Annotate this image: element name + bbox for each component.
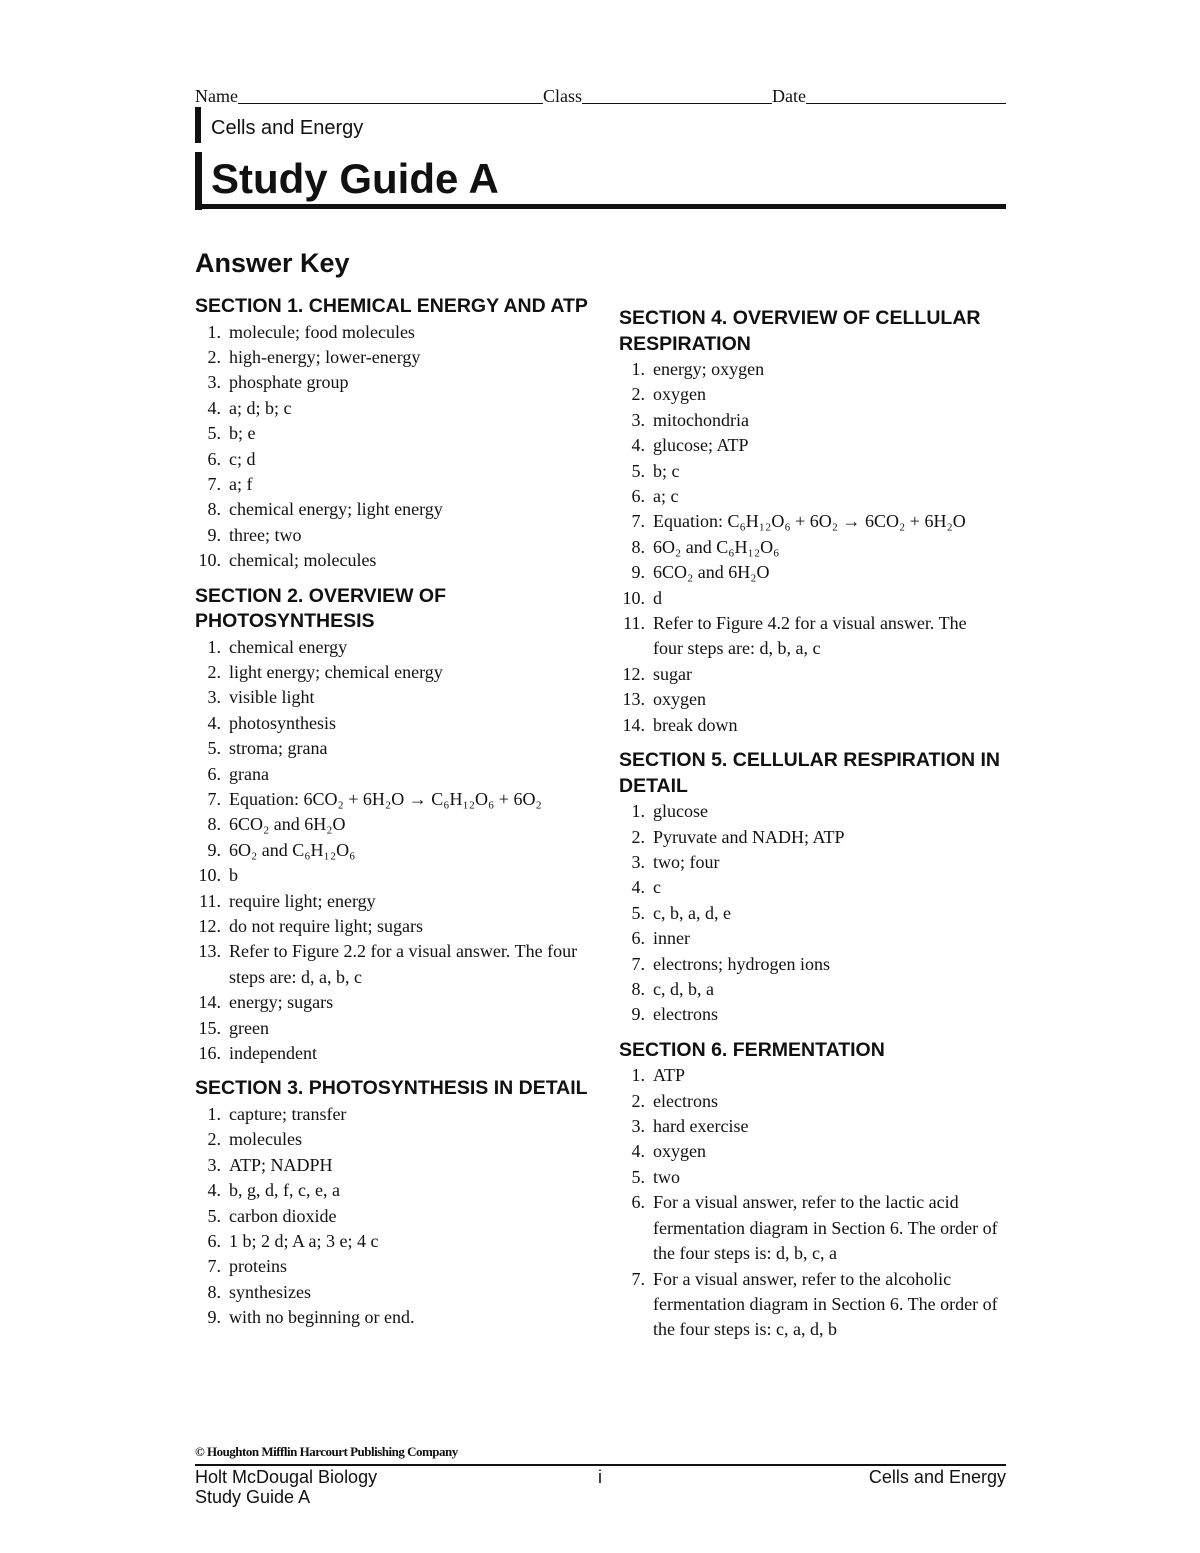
answer-number: 12.	[622, 663, 645, 684]
answer-text: with no beginning or end.	[229, 1307, 415, 1328]
answer-text: green	[229, 1017, 269, 1038]
answer-item	[195, 863, 590, 888]
footer-book-title: Holt McDougal Biology	[195, 1467, 378, 1487]
answer-text: energy; sugars	[229, 992, 334, 1013]
answer-number: 2.	[631, 384, 645, 405]
answer-item	[195, 1153, 590, 1178]
answer-number: 8.	[207, 1281, 221, 1302]
answer-item	[195, 1178, 590, 1203]
answer-item	[195, 812, 590, 837]
page-title: Study Guide A	[211, 155, 499, 202]
answer-item	[619, 926, 1009, 951]
answer-item	[619, 1002, 1009, 1027]
answer-number: 10.	[198, 550, 221, 571]
answer-text: 6O₂ and C₆H₁₂O₆	[653, 536, 780, 557]
answer-text: b	[229, 865, 238, 886]
answer-number: 3.	[207, 1154, 221, 1175]
answer-number: 13.	[198, 941, 221, 962]
answer-item	[619, 357, 1009, 382]
answer-number: 4.	[207, 1180, 221, 1201]
answer-number: 7.	[207, 473, 221, 494]
answer-text: molecule; food molecules	[229, 321, 415, 342]
answer-number: 3.	[631, 851, 645, 872]
answer-item	[195, 447, 590, 472]
answer-text: chemical; molecules	[229, 550, 377, 571]
copyright-notice: © Houghton Mifflin Harcourt Publishing Company	[195, 1444, 458, 1459]
answer-item	[195, 1229, 590, 1254]
class-blank	[582, 85, 772, 104]
answer-text: 6O₂ and C₆H₁₂O₆	[229, 839, 356, 860]
answer-item	[619, 799, 1009, 824]
answer-number: 8.	[207, 814, 221, 835]
answer-number: 8.	[207, 499, 221, 520]
answer-text: electrons	[653, 1004, 718, 1025]
answer-number: 13.	[622, 689, 645, 710]
answer-text: b; c	[653, 460, 680, 481]
section-title: SECTION 1. CHEMICAL ENERGY AND ATP	[195, 295, 588, 317]
answer-text: electrons	[653, 1090, 718, 1111]
answer-item	[195, 320, 590, 345]
answer-item	[195, 889, 590, 914]
answer-item	[619, 586, 1009, 611]
answer-item	[619, 611, 1009, 662]
answer-text: break down	[653, 714, 738, 735]
page-number: i	[598, 1467, 602, 1487]
answer-item	[619, 433, 1009, 458]
answer-number: 7.	[207, 789, 221, 809]
answer-number: 12.	[198, 916, 221, 937]
answer-number: 2.	[207, 1129, 221, 1150]
answer-text: 6CO₂ and 6H₂O	[229, 814, 346, 835]
answer-item	[619, 535, 1009, 560]
answer-item	[619, 875, 1009, 900]
answer-number: 2.	[631, 1090, 645, 1111]
answer-number: 4.	[631, 435, 645, 456]
answer-text: independent	[229, 1043, 317, 1064]
answer-text: high-energy; lower-energy	[229, 346, 421, 367]
answer-number: 5.	[207, 738, 221, 759]
footer-guide-title: Study Guide A	[195, 1487, 311, 1507]
answer-item	[619, 1063, 1009, 1088]
answer-number: 2.	[207, 346, 221, 367]
answer-text: two	[653, 1166, 680, 1187]
answer-item	[195, 1254, 590, 1279]
answer-number: 9.	[207, 1307, 221, 1328]
answer-item	[195, 762, 590, 787]
answer-text: mitochondria	[653, 409, 749, 430]
answer-item	[195, 497, 590, 522]
answer-text: grana	[229, 763, 269, 784]
answer-item	[195, 1305, 590, 1330]
answer-text: Equation: 6CO₂ + 6H₂O → C₆H₁₂O₆ + 6O₂	[229, 789, 542, 809]
answer-item	[195, 1204, 590, 1229]
answer-number: 11.	[623, 613, 645, 634]
answer-number: 5.	[207, 1205, 221, 1226]
answer-item	[195, 523, 590, 548]
section-title: SECTION 5. CELLULAR RESPIRATION IN DETAIL	[619, 749, 1000, 797]
answer-text: three; two	[229, 524, 302, 545]
answer-number: 1.	[631, 801, 645, 822]
answer-item	[195, 635, 590, 660]
answer-number: 5.	[631, 902, 645, 923]
answer-text: For a visual answer, refer to the alcoholic fermentation diagram in Section 6. The order of the four steps is: c, a, d, b	[653, 1268, 998, 1340]
section-title: SECTION 6. FERMENTATION	[619, 1038, 885, 1061]
answer-number: 5.	[631, 1166, 645, 1187]
answer-text: capture; transfer	[229, 1103, 347, 1124]
answer-item	[195, 1016, 590, 1041]
answer-text: b; e	[229, 423, 256, 444]
answer-item	[195, 838, 590, 863]
answer-number: 1.	[631, 1065, 645, 1086]
answer-item	[619, 1190, 1009, 1266]
answer-number: 7.	[207, 1256, 221, 1277]
answer-text: energy; oxygen	[653, 359, 765, 379]
answer-item	[195, 345, 590, 370]
answer-item	[195, 660, 590, 685]
answer-item	[195, 1102, 590, 1127]
answer-text: c, b, a, d, e	[653, 902, 731, 923]
title-rule	[195, 204, 1006, 209]
answer-item	[619, 713, 1009, 738]
answer-number: 1.	[631, 359, 645, 379]
answer-item	[619, 901, 1009, 926]
answer-text: glucose	[653, 801, 708, 822]
answer-number: 3.	[207, 372, 221, 393]
answer-item	[195, 787, 590, 812]
answer-item	[195, 711, 590, 736]
answer-text: inner	[653, 928, 690, 949]
answer-text: Pyruvate and NADH; ATP	[653, 826, 845, 847]
answer-text: Refer to Figure 2.2 for a visual answer. The four steps are: d, a, b, c	[229, 941, 578, 987]
answer-item	[195, 370, 590, 395]
answer-number: 3.	[631, 1116, 645, 1137]
answer-number: 3.	[631, 409, 645, 430]
section-4	[619, 306, 1009, 738]
answer-item	[195, 472, 590, 497]
answer-number: 14.	[622, 714, 645, 735]
answer-text: d	[653, 587, 662, 608]
answer-text: proteins	[229, 1256, 287, 1277]
answer-text: visible light	[229, 687, 315, 708]
answer-number: 15.	[198, 1017, 221, 1038]
answer-text: require light; energy	[229, 890, 376, 911]
answer-text: a; f	[229, 473, 253, 494]
answer-text: ATP	[653, 1065, 686, 1086]
chapter-subtitle: Cells and Energy	[211, 117, 364, 139]
answer-item	[195, 1127, 590, 1152]
answer-item	[195, 396, 590, 421]
answer-text: carbon dioxide	[229, 1205, 337, 1226]
answer-number: 4.	[631, 1141, 645, 1162]
answer-item	[195, 939, 590, 990]
date-label: Date	[772, 86, 806, 106]
answer-number: 6.	[631, 1192, 645, 1213]
answer-number: 14.	[198, 992, 221, 1013]
answer-number: 7.	[631, 511, 645, 532]
answer-text: oxygen	[653, 689, 706, 710]
answer-item	[195, 421, 590, 446]
answer-text: stroma; grana	[229, 738, 328, 759]
answer-number: 2.	[207, 661, 221, 682]
answer-number: 1.	[207, 1103, 221, 1124]
answer-text: ATP; NADPH	[229, 1154, 333, 1175]
answer-list	[195, 1102, 590, 1331]
answer-text: 6CO₂ and 6H₂O	[653, 562, 770, 583]
answer-number: 5.	[631, 460, 645, 481]
answer-number: 9.	[631, 562, 645, 583]
answer-number: 6.	[631, 486, 645, 507]
answer-item	[619, 977, 1009, 1002]
section-6	[619, 1038, 1009, 1343]
answer-number: 10.	[622, 587, 645, 608]
answer-text: glucose; ATP	[653, 435, 749, 456]
answer-number: 9.	[631, 1004, 645, 1025]
answer-text: b, g, d, f, c, e, a	[229, 1180, 340, 1201]
answer-number: 10.	[198, 865, 221, 886]
answer-text: oxygen	[653, 1141, 706, 1162]
answer-item	[195, 914, 590, 939]
answer-text: photosynthesis	[229, 712, 337, 733]
answer-text: chemical energy; light energy	[229, 499, 443, 520]
section-2	[195, 584, 590, 1067]
answer-item	[195, 736, 590, 761]
section-3	[195, 1076, 590, 1330]
answer-key-heading: Answer Key	[195, 248, 350, 278]
answer-number: 9.	[207, 839, 221, 860]
answer-text: light energy; chemical energy	[229, 661, 443, 682]
answer-text: chemical energy	[229, 636, 348, 657]
answer-text: c, d, b, a	[653, 978, 714, 999]
answer-text: molecules	[229, 1129, 302, 1150]
answer-item	[619, 1089, 1009, 1114]
name-label: Name	[195, 86, 238, 106]
answer-number: 3.	[207, 687, 221, 708]
answer-item	[619, 687, 1009, 712]
answer-text: Equation: C₆H₁₂O₆ + 6O₂ → 6CO₂ + 6H₂O	[653, 511, 966, 532]
subtitle-bar	[195, 107, 201, 143]
answer-item	[619, 509, 1009, 534]
answer-item	[619, 560, 1009, 585]
answer-text: hard exercise	[653, 1116, 749, 1137]
answer-text: phosphate group	[229, 372, 349, 393]
answer-number: 6.	[207, 448, 221, 469]
answer-item	[619, 1165, 1009, 1190]
answer-item	[619, 408, 1009, 433]
answer-number: 1.	[207, 636, 221, 657]
name-class-date-line	[195, 83, 1006, 107]
answer-number: 11.	[199, 890, 221, 911]
answer-item	[195, 1280, 590, 1305]
answer-item	[619, 1267, 1009, 1343]
answer-number: 2.	[631, 826, 645, 847]
answer-number: 6.	[207, 1231, 221, 1251]
answer-text: a; c	[653, 486, 679, 507]
answer-item	[619, 1139, 1009, 1164]
answer-item	[619, 850, 1009, 875]
answer-number: 7.	[631, 1268, 645, 1289]
answer-number: 16.	[198, 1043, 221, 1064]
answer-number: 4.	[207, 712, 221, 733]
section-1	[195, 294, 590, 574]
answer-list	[195, 635, 590, 1067]
date-blank	[806, 85, 1006, 104]
answer-text: a; d; b; c	[229, 397, 292, 418]
answer-item	[195, 685, 590, 710]
name-blank	[238, 85, 543, 104]
answer-item	[619, 484, 1009, 509]
title-bar	[195, 152, 202, 210]
answer-item	[195, 548, 590, 573]
answer-item	[195, 1041, 590, 1066]
answer-list	[619, 799, 1009, 1028]
section-5	[619, 748, 1009, 1028]
section-title: SECTION 2. OVERVIEW OF PHOTOSYNTHESIS	[195, 584, 447, 633]
section-title: SECTION 4. OVERVIEW OF CELLULAR RESPIRATION	[619, 307, 981, 355]
answer-number: 1.	[207, 321, 221, 342]
answer-item	[619, 459, 1009, 484]
section-title: SECTION 3. PHOTOSYNTHESIS IN DETAIL	[195, 1077, 588, 1100]
answer-text: electrons; hydrogen ions	[653, 953, 830, 974]
answer-list	[195, 320, 590, 574]
class-label: Class	[542, 86, 582, 106]
right-column	[619, 306, 1009, 1343]
answer-number: 6.	[631, 928, 645, 949]
answer-text: c; d	[229, 448, 256, 469]
answer-list	[619, 1063, 1009, 1342]
answer-number: 8.	[631, 978, 645, 999]
answer-number: 6.	[207, 763, 221, 784]
answer-text: oxygen	[653, 384, 706, 405]
answer-item	[619, 952, 1009, 977]
answer-text: do not require light; sugars	[229, 916, 423, 937]
answer-text: sugar	[653, 663, 692, 684]
answer-number: 4.	[207, 397, 221, 418]
answer-number: 4.	[631, 877, 645, 898]
answer-text: c	[653, 877, 661, 898]
answer-number: 9.	[207, 524, 221, 545]
footer-rule	[195, 1464, 1006, 1466]
answer-item	[619, 1114, 1009, 1139]
answer-number: 5.	[207, 423, 221, 444]
answer-item	[195, 990, 590, 1015]
answer-number: 8.	[631, 536, 645, 557]
footer-unit-title: Cells and Energy	[868, 1467, 1006, 1487]
answer-text: two; four	[653, 851, 720, 872]
answer-number: 7.	[631, 953, 645, 974]
answer-text: 1 b; 2 d; A a; 3 e; 4 c	[229, 1231, 379, 1251]
left-column	[195, 294, 590, 1331]
answer-text: Refer to Figure 4.2 for a visual answer. The four steps are: d, b, a, c	[653, 613, 967, 659]
answer-item	[619, 825, 1009, 850]
answer-item	[619, 382, 1009, 407]
answer-list	[619, 357, 1009, 738]
answer-text: synthesizes	[229, 1281, 311, 1302]
answer-item	[619, 662, 1009, 687]
answer-text: For a visual answer, refer to the lactic acid fermentation diagram in Section 6. The order of the four steps is: d, b, c, a	[653, 1192, 998, 1264]
